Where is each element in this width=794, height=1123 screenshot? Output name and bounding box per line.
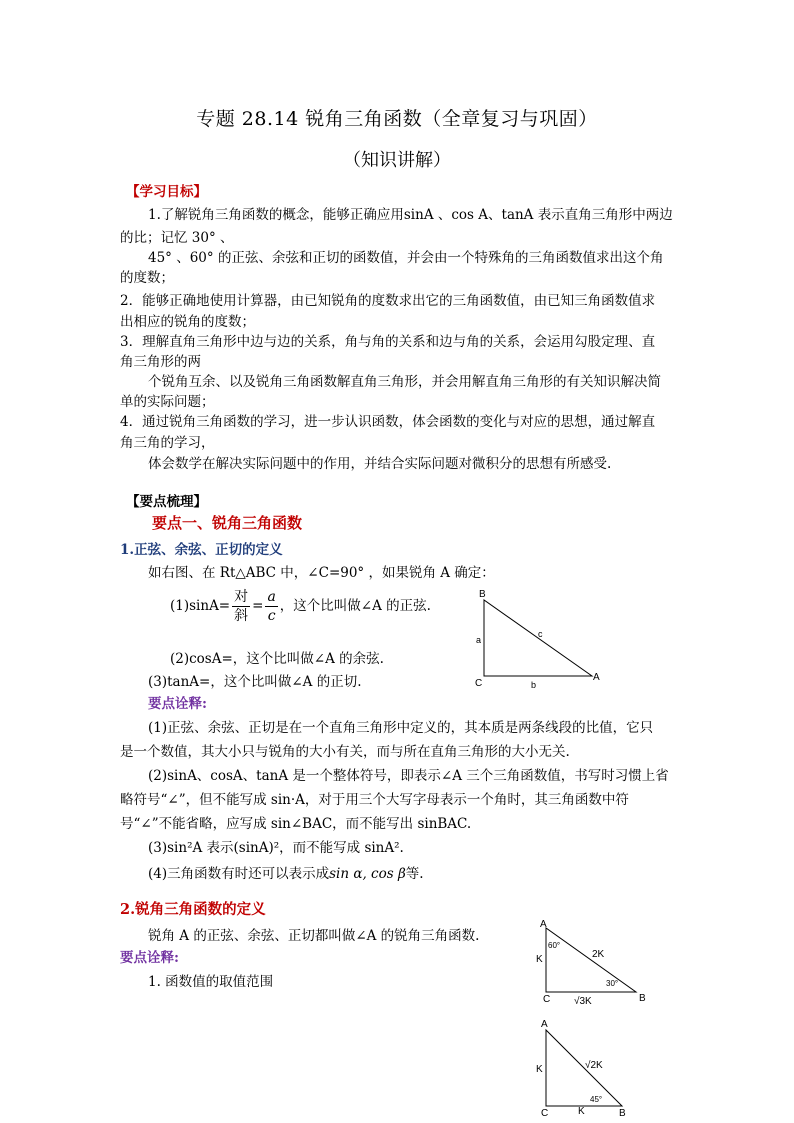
objective-line: 角三角的学习， (120, 435, 215, 451)
objective-line: 的比；记忆 30° 、 (120, 230, 234, 246)
base-k-label: K (578, 1106, 585, 1117)
objective-line: 3．理解直角三角形中边与边的关系，角与角的关系和边与角的关系，会运用勾股定理、直 (120, 334, 656, 350)
note-line: 略符号“∠”，但不能写成 sin·A，对于用三个大写字母表示一个角时，其三角函数中符 (120, 792, 629, 808)
side-k-label: K (536, 954, 543, 965)
tangent-definition: (3)tanA=，这个比叫做∠A 的正切. (148, 674, 362, 690)
value-range-item: 1. 函数值的取值范围 (148, 974, 274, 990)
page-title: 专题 28.14 锐角三角函数（全章复习与巩固） (196, 108, 598, 130)
triangle-45-shape (546, 1030, 622, 1106)
cosine-definition: (2)cosA=，这个比叫做∠A 的余弦. (170, 651, 384, 667)
objective-line: 体会数学在解决实际问题中的作用，并结合实际问题对微积分的思想有所感受. (148, 456, 612, 472)
note-line: (2)sinA、cosA、tanA 是一个整体符号，即表示∠A 三个三角函数值，书写时习惯上省 (148, 768, 669, 784)
triangle-figure-abc (468, 588, 608, 692)
vertex-c-label: C (541, 1108, 549, 1119)
vertex-a-label: A (593, 672, 600, 683)
definition-intro: 如右图、在 Rt△ABC 中，∠C=90° ，如果锐角 A 确定： (148, 565, 495, 581)
objective-line: 2．能够正确地使用计算器，由已知锐角的度数求出它的三角函数值，由已知三角函数值求 (120, 293, 656, 309)
vertex-b-label: B (619, 1108, 626, 1119)
objective-line: 角三角形的两 (120, 354, 201, 370)
subsection-1-heading: 1.正弦、余弦、正切的定义 (120, 542, 283, 558)
sine-definition: (1)sinA= $\frac{\text{对}}{\text{斜}}$ = $\frac{a}{c}$ ，这个比叫做∠A 的正弦. (170, 589, 431, 624)
side-a-label: a (476, 635, 482, 645)
keypoint-1-heading: 要点一、锐角三角函数 (152, 514, 303, 532)
objective-line: 的度数； (120, 270, 174, 286)
note-heading-2: 要点诠释: (120, 950, 179, 966)
note-line: (1)正弦、余弦、正切是在一个直角三角形中定义的，其本质是两条线段的比值，它只 (148, 720, 654, 736)
side-b-label: b (531, 680, 537, 690)
note-line: 号“∠”不能省略，应写成 sin∠BAC，而不能写出 sinBAC. (120, 816, 472, 832)
vertex-c-label: C (543, 994, 551, 1005)
angle-45-label: 45° (590, 1095, 603, 1104)
vertex-b-label: B (639, 993, 646, 1004)
objective-line: 4．通过锐角三角函数的学习，进一步认识函数，体会函数的变化与对应的思想，通过解直 (120, 414, 656, 430)
objective-line: 45° 、60° 的正弦、余弦和正切的函数值，并会由一个特殊角的三角函数值求出这个角 (148, 250, 664, 266)
note-heading: 要点诠释: (148, 696, 207, 712)
note-line: 是一个数值，其大小只与锐角的大小有关，而与所在直角三角形的大小无关. (120, 744, 570, 760)
vertex-a-label: A (540, 919, 547, 930)
angle-60-label: 60° (548, 941, 561, 950)
triangle-figure-45 (532, 1016, 642, 1120)
vertex-c-label: C (475, 678, 483, 689)
base-label: √3K (574, 996, 592, 1007)
vertex-b-label: B (479, 589, 486, 600)
hypotenuse-label: 2K (592, 949, 605, 960)
side-c-label: c (538, 629, 543, 639)
objective-line: 1.了解锐角三角函数的概念，能够正确应用sinA 、cos A、tanA 表示直角三角形中两边 (148, 207, 673, 223)
subsection-2-heading: 2.锐角三角函数的定义 (120, 901, 266, 918)
angle-30-label: 30° (606, 979, 619, 988)
triangle-30-60-shape (546, 928, 636, 992)
hypotenuse-label: √2K (585, 1060, 603, 1071)
page-subtitle: （知识讲解） (343, 150, 451, 171)
note-line: (3)sin²A 表示(sinA)²，而不能写成 sinA². (148, 840, 404, 856)
note-line: (4)三角函数有时还可以表示成sin α, cos β等. (148, 866, 424, 882)
fraction-opposite-hypotenuse: $\frac{\text{对}}{\text{斜}}$ (234, 589, 249, 624)
objective-line: 个锐角互余、以及锐角三角函数解直角三角形，并会用解直角三角形的有关知识解决简 (148, 374, 661, 390)
acute-function-definition: 锐角 A 的正弦、余弦、正切都叫做∠A 的锐角三角函数. (148, 928, 480, 944)
objective-line: 出相应的锐角的度数； (120, 314, 255, 330)
keypoints-heading: 【要点梳理】 (126, 494, 207, 510)
objective-line: 单的实际问题； (120, 394, 215, 410)
triangle-figure-30-60 (532, 918, 652, 1008)
objectives-heading: 【学习目标】 (126, 184, 207, 200)
fraction-a-over-c: $\frac{a}{c}$ (267, 589, 276, 624)
vertex-a-label: A (541, 1019, 548, 1030)
leg-k-label: K (536, 1064, 543, 1075)
